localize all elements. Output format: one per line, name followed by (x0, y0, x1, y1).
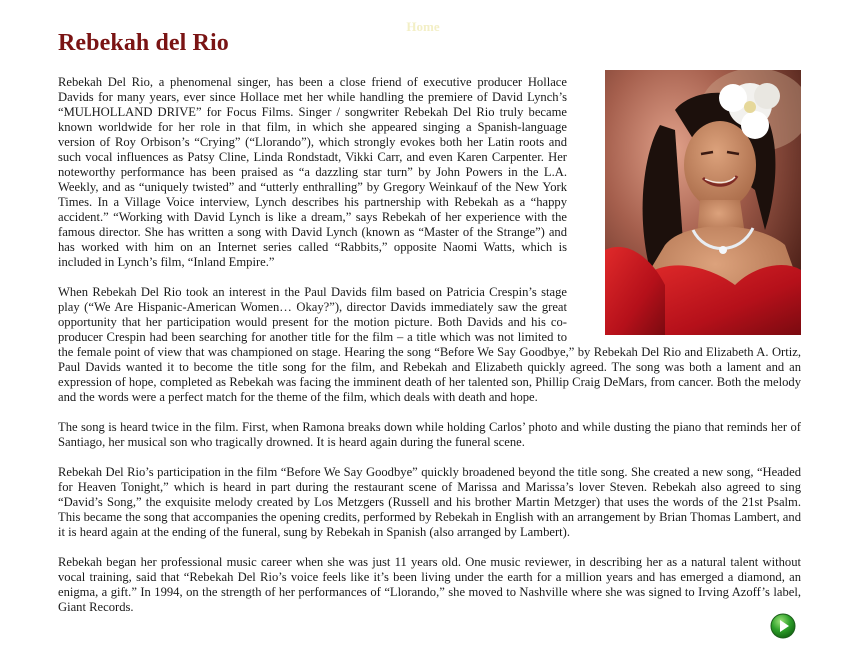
paragraph-career: Rebekah began her professional music career when she was just 11 years old. One music reviewer, in describing her as a natural talent without vocal training, said that “Rebekah Del Rio’s voice feels like it’s been living under the earth for a million years and has emerged a diamond, an enigma, a gift.” In 1994, on the strength of her performances of “Llorando,” she moved to Nashville where she was signed to Irving Azoff’s label, Giant Records. (58, 555, 801, 614)
page-title: Rebekah del Rio (58, 30, 229, 56)
paragraph-intro: Rebekah Del Rio, a phenomenal singer, has been a close friend of executive producer Hollace Davids for many years, ever since Hollace met her while handling the premiere of David Lynch’s “MULHOLLAND DRIVE” for Focus Films. Singer / songwriter Rebekah Del Rio truly became known worldwide for her role in that film, in which she appeared singing a Spanish-language version of Roy Orbison’s “Crying” (“Llorando”), which strongly evokes both her Latin roots and such vocal influences as Patsy Cline, Linda Rondstadt, Vikki Carr, and even Karen Carpenter. Her noteworthy performance has been praised as “a dazzling star turn” by John Powers in the L.A. Weekly, and as “uniquely twisted” and “utterly enthralling” by Gregory Weinkauf of the New York Times. In a Village Voice interview, Lynch describes his partnership with Rebekah as a “happy accident.” “Working with David Lynch is like a dream,” says Rebekah of her experience with the famous director. She has written a song with David Lynch (known as “Master of the Strange”) and has worked with him on an Internet series called “Rabbits,” opposite Naomi Watts, which is included in Lynch’s film, “Inland Empire.” (58, 75, 567, 269)
paragraph-title-song: When Rebekah Del Rio took an interest in the Paul Davids film based on Patricia Crespin’s stage play (“We Are Hispanic-American Women… Okay?”), director Davids immediately saw the great opportunity that her participation would present for the motion picture. Both Davids and his co-producer Crespin had been searching for another title for the film – a title which was not limited to the female point of view that was championed on stage. Hearing the song “Before We Say Goodbye,” by Rebekah Del Rio and Elizabeth A. Ortiz, Paul Davids wanted it to become the title song for the film, and Rebekah and Elizabeth quickly agreed. The song was both a lament and an expression of hope, completed as Rebekah was facing the imminent death of her talented son, Phillip Craig DeMars, from cancer. Both the melody and the words were a perfect match for the theme of the film, which deals with death and hope. (58, 285, 801, 404)
article-body (58, 75, 801, 630)
next-arrow-icon (770, 613, 796, 639)
next-button[interactable] (770, 613, 796, 639)
home-link[interactable]: Home (406, 19, 440, 34)
portrait-photo (605, 70, 801, 335)
paragraph-song-in-film: The song is heard twice in the film. First, when Ramona breaks down while holding Carlos’ photo and while dusting the piano that reminds her of Santiago, her musical son who tragically drowned. It is heard again during the funeral scene. (58, 420, 801, 449)
paragraph-participation: Rebekah Del Rio’s participation in the film “Before We Say Goodbye” quickly broadened beyond the title song. She created a new song, “Headed for Heaven Tonight,” which is heard in part during the restaurant scene of Marissa and Marissa’s lover Steven. Rebekah also agreed to sing “David’s Song,” the exquisite melody created by Los Metzgers (Russell and his brother Martin Metzger) that uses the words of the 21st Psalm. This became the song that accompanies the opening credits, performed by Rebekah in English with an arrangement by Brian Thomas Lambert, and it is heard again at the ending of the funeral, sung by Rebekah in Spanish (also arranged by Lambert). (58, 465, 801, 539)
